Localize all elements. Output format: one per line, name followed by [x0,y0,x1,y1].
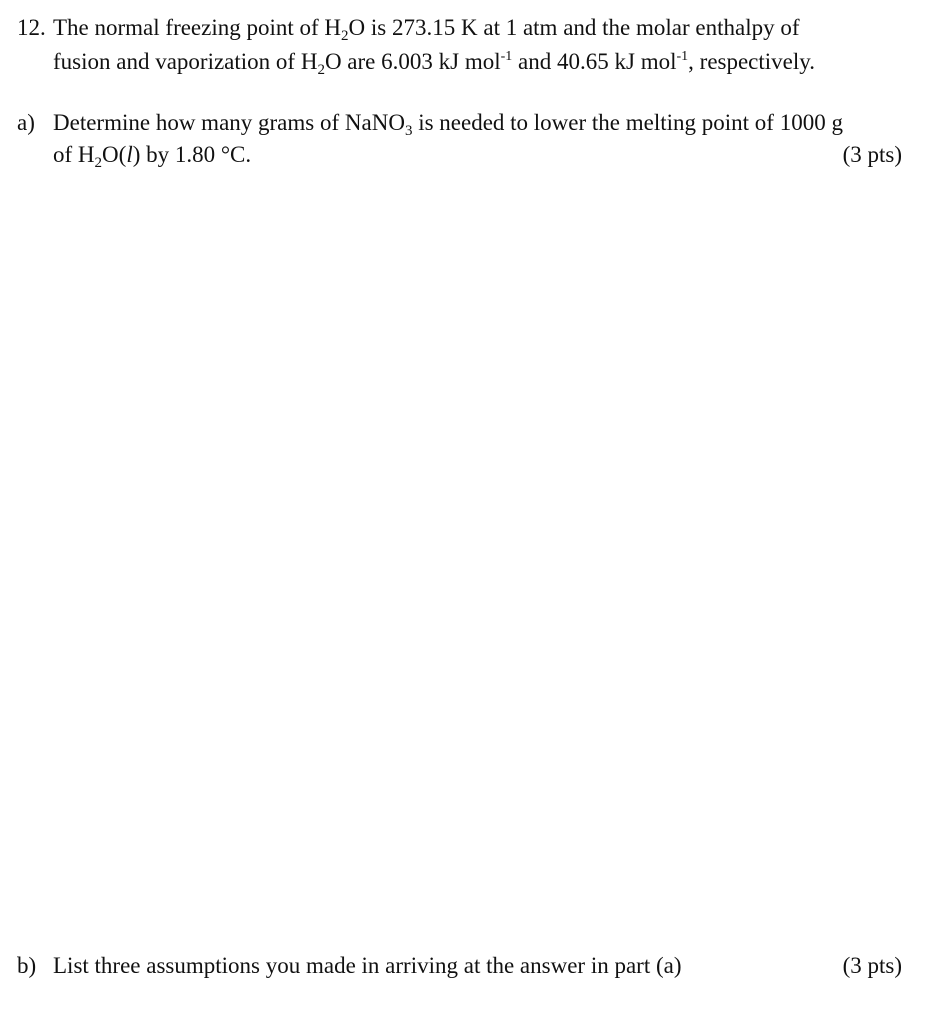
part-a-text: of H [53,142,95,167]
question-text: and 40.65 kJ mol [512,49,677,74]
part-a-text: O( [102,142,127,167]
question-text: The normal freezing point of H [53,15,342,40]
question-text: , respectively. [688,49,816,74]
part-a-text: ) by 1.80 °C. [132,142,252,167]
part-a-text: Determine how many grams of NaNO [53,110,405,135]
question-number: 12. [17,15,46,40]
part-a-line-2 [53,141,251,169]
question-text: O is 273.15 K at 1 atm and the molar enthalpy of [348,15,800,40]
subscript: 2 [94,155,103,171]
part-b-points: (3 pts) [842,953,902,978]
question-statement-line-1 [53,14,800,42]
part-b-text: List three assumptions you made in arriving at the answer in part (a) [53,953,682,978]
part-a-label: a) [17,110,35,135]
subscript: 2 [317,62,325,78]
superscript: -1 [676,49,689,64]
question-text: O are 6.003 kJ mol [324,49,501,74]
superscript: -1 [500,49,513,64]
question-text: fusion and vaporization of H [53,49,318,74]
part-a-line-1 [53,109,843,137]
part-a-text: is needed to lower the melting point of 1000 g [412,110,843,135]
subscript: 3 [404,123,413,139]
subscript: 2 [341,28,349,44]
italic-phase: l [126,142,133,167]
part-b-label: b) [17,953,37,978]
question-statement-line-2 [53,48,815,76]
answer-space-part-a[interactable] [0,185,928,935]
part-a-points: (3 pts) [842,142,902,167]
